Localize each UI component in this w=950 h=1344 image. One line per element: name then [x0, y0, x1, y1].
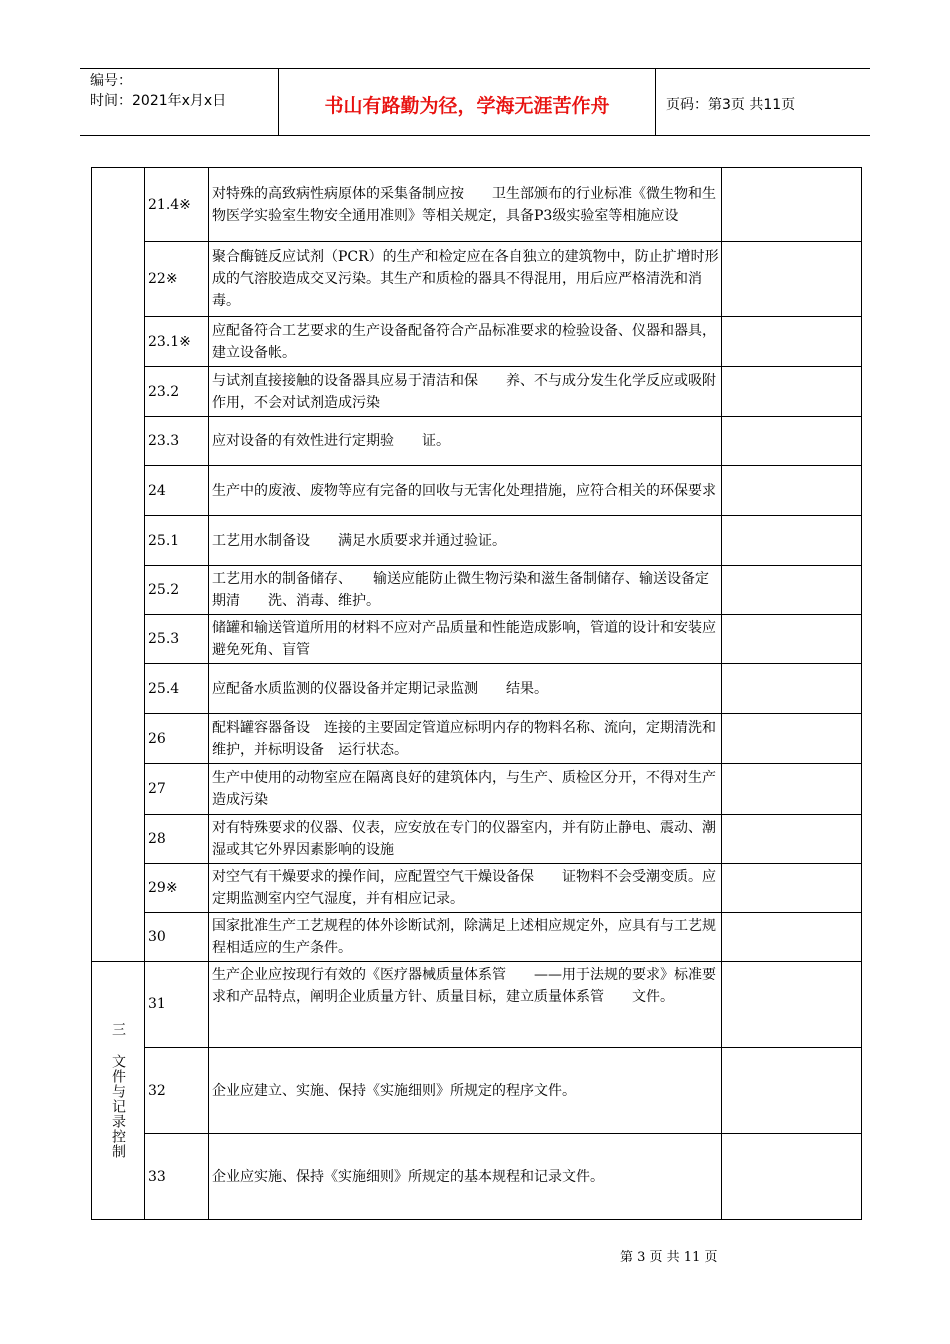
item-text: 应配备符合工艺要求的生产设备配备符合产品标准要求的检验设备、仪器和器具，建立设备帐。	[209, 317, 722, 367]
item-text: 对有特殊要求的仪器、仪表，应安放在专门的仪器室内，并有防止静电、震动、潮湿或其它外界因素影响的设施	[209, 815, 722, 864]
header-motto: 书山有路勤为径，学海无涯苦作舟	[279, 69, 656, 135]
result-cell	[722, 913, 862, 962]
item-number: 25.2	[145, 566, 209, 615]
result-cell	[722, 1134, 862, 1220]
item-text: 应对设备的有效性进行定期验 证。	[209, 417, 722, 466]
item-number: 32	[145, 1048, 209, 1134]
result-cell	[722, 417, 862, 466]
result-cell	[722, 714, 862, 764]
table-row	[92, 913, 862, 962]
document-time-label: 时间：2021年x月x日	[90, 93, 227, 109]
item-text: 应配备水质监测的仪器设备并定期记录监测 结果。	[209, 664, 722, 714]
item-number: 28	[145, 815, 209, 864]
item-text: 工艺用水的制备储存、 输送应能防止微生物污染和滋生备制储存、输送设备定期清 洗、消毒、维护。	[209, 566, 722, 615]
table-row	[92, 516, 862, 566]
result-cell	[722, 367, 862, 417]
item-number: 21.4※	[145, 168, 209, 242]
header-page-info: 页码：第3页 共11页	[666, 97, 796, 113]
table-row	[92, 367, 862, 417]
result-cell	[722, 664, 862, 714]
item-text: 与试剂直接接触的设备器具应易于清洁和保 养、不与成分发生化学反应或吸附作用，不会对试剂造成污染	[209, 367, 722, 417]
header-meta	[80, 69, 279, 135]
item-text: 企业应建立、实施、保持《实施细则》所规定的程序文件。	[209, 1048, 722, 1134]
item-number: 25.3	[145, 615, 209, 664]
table-row	[92, 566, 862, 615]
table-row	[92, 317, 862, 367]
item-text: 生产企业应按现行有效的《医疗器械质量体系管 ——用于法规的要求》标准要求和产品特点，阐明企业质量方针、质量目标，建立质量体系管 文件。	[209, 962, 722, 1048]
result-cell	[722, 864, 862, 913]
item-text: 生产中使用的动物室应在隔离良好的建筑体内，与生产、质检区分开，不得对生产造成污染	[209, 764, 722, 815]
table-row	[92, 615, 862, 664]
item-text: 生产中的废液、废物等应有完备的回收与无害化处理措施，应符合相关的环保要求	[209, 466, 722, 516]
result-cell	[722, 242, 862, 317]
item-text: 聚合酶链反应试剂（PCR）的生产和检定应在各自独立的建筑物中，防止扩增时形成的气溶胶造成交叉污染。其生产和质检的器具不得混用，用后应严格清洗和消毒。	[209, 242, 722, 317]
item-text: 工艺用水制备设 满足水质要求并通过验证。	[209, 516, 722, 566]
table-row	[92, 962, 862, 1048]
result-cell	[722, 168, 862, 242]
table-row	[92, 417, 862, 466]
item-number: 22※	[145, 242, 209, 317]
result-cell	[722, 516, 862, 566]
item-text: 储罐和输送管道所用的材料不应对产品质量和性能造成影响，管道的设计和安装应避免死角、盲管	[209, 615, 722, 664]
item-number: 24	[145, 466, 209, 516]
result-cell	[722, 1048, 862, 1134]
item-number: 29※	[145, 864, 209, 913]
item-number: 26	[145, 714, 209, 764]
result-cell	[722, 615, 862, 664]
result-cell	[722, 566, 862, 615]
item-text: 国家批准生产工艺规程的体外诊断试剂，除满足上述相应规定外，应具有与工艺规程相适应的生产条件。	[209, 913, 722, 962]
item-number: 23.3	[145, 417, 209, 466]
result-cell	[722, 962, 862, 1048]
item-text: 配料罐容器备设 连接的主要固定管道应标明内存的物料名称、流向，定期清洗和维护，并标明设备 运行状态。	[209, 714, 722, 764]
table-row	[92, 168, 862, 242]
table-row	[92, 714, 862, 764]
table-row	[92, 664, 862, 714]
result-cell	[722, 466, 862, 516]
item-text: 对特殊的高致病性病原体的采集备制应按 卫生部颁布的行业标准《微生物和生物医学实验室生物安全通用准则》等相关规定，具备P3级实验室等相施应设	[209, 168, 722, 242]
page-header	[80, 68, 870, 136]
result-cell	[722, 764, 862, 815]
result-cell	[722, 317, 862, 367]
item-number: 31	[145, 962, 209, 1048]
section-cell-blank	[92, 168, 145, 962]
item-number: 27	[145, 764, 209, 815]
section-title: 三 文件与记录控制	[110, 1022, 126, 1159]
item-number: 30	[145, 913, 209, 962]
item-number: 25.4	[145, 664, 209, 714]
table-row	[92, 242, 862, 317]
table-row	[92, 815, 862, 864]
table-row	[92, 864, 862, 913]
result-cell	[722, 815, 862, 864]
item-text: 企业应实施、保持《实施细则》所规定的基本规程和记录文件。	[209, 1134, 722, 1220]
inspection-table	[91, 167, 862, 1220]
section-cell-documents	[92, 962, 145, 1220]
item-number: 25.1	[145, 516, 209, 566]
page-footer: 第 3 页 共 11 页	[620, 1250, 718, 1265]
item-number: 23.2	[145, 367, 209, 417]
document-number-label: 编号：	[90, 73, 132, 89]
table-row	[92, 1048, 862, 1134]
table-row	[92, 764, 862, 815]
item-number: 33	[145, 1134, 209, 1220]
table-row	[92, 466, 862, 516]
table-row	[92, 1134, 862, 1220]
item-text: 对空气有干燥要求的操作间，应配置空气干燥设备保 证物料不会受潮变质。应定期监测室内空气湿度，并有相应记录。	[209, 864, 722, 913]
item-number: 23.1※	[145, 317, 209, 367]
